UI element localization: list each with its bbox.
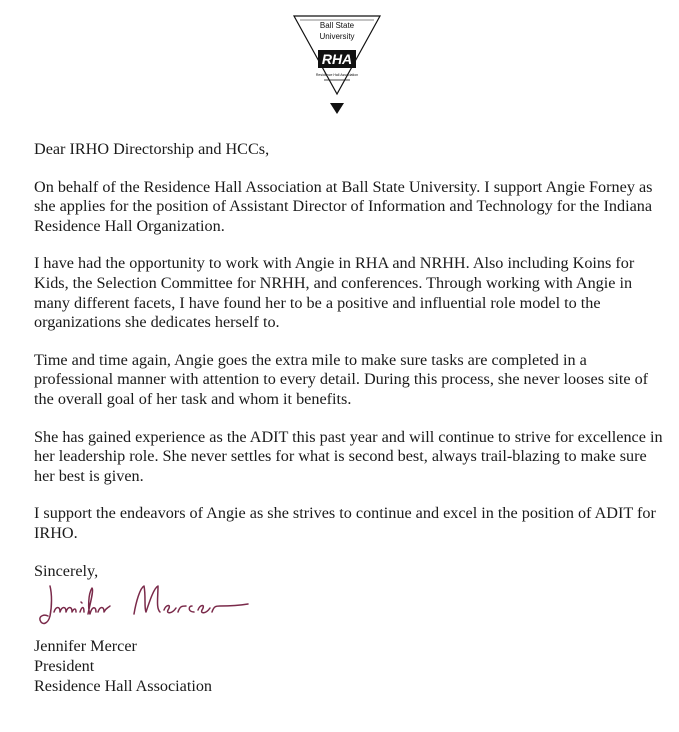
letter-paragraph: On behalf of the Residence Hall Association at Ball State University. I support Angie Forney as she applies for the position of Assistant Director of Information and Technology for the Indiana Residence Hall Organization. [34,177,653,235]
signer-organization: Residence Hall Association [34,676,213,695]
logo-line2: University [319,32,355,41]
signature-block [34,637,212,696]
letter-paragraph: I support the endeavors of Angie as she strives to continue and excel in the position of ADIT for IRHO. [34,504,656,542]
letter-greeting: Dear IRHO Directorship and HCCs, [34,140,270,158]
letter-paragraph: She has gained experience as the ADIT this past year and will continue to strive for excellence in her leadership role. She never settles for what is second best, always trail-blazing to make sure her best is given. [34,427,663,485]
letter-paragraph: Time and time again, Angie goes the extra mile to make sure tasks are completed in a professional manner with attention to every detail. During this process, she never looses site of the overall goal of her task and whom it benefits. [34,350,649,408]
signer-title: President [34,656,95,675]
rha-logo-icon [290,12,384,120]
letter-closing: Sincerely, [34,562,99,580]
signer-name: Jennifer Mercer [34,637,137,655]
logo-line1: Ball State [319,21,355,30]
handwritten-signature [36,576,256,632]
logo-subtext: Residence Hall Association [315,73,359,77]
letter-paragraph: I have had the opportunity to work with Angie in RHA and NRHH. Also including Koins for Kids, the Selection Committee for NRHH, and conferences. Through working with Angie in many different facets, I have found her to be a positive and influential role model to the organizations she dedicates herself to. [34,254,635,332]
letter-body [34,140,664,562]
logo-mark: RHA [321,51,353,67]
